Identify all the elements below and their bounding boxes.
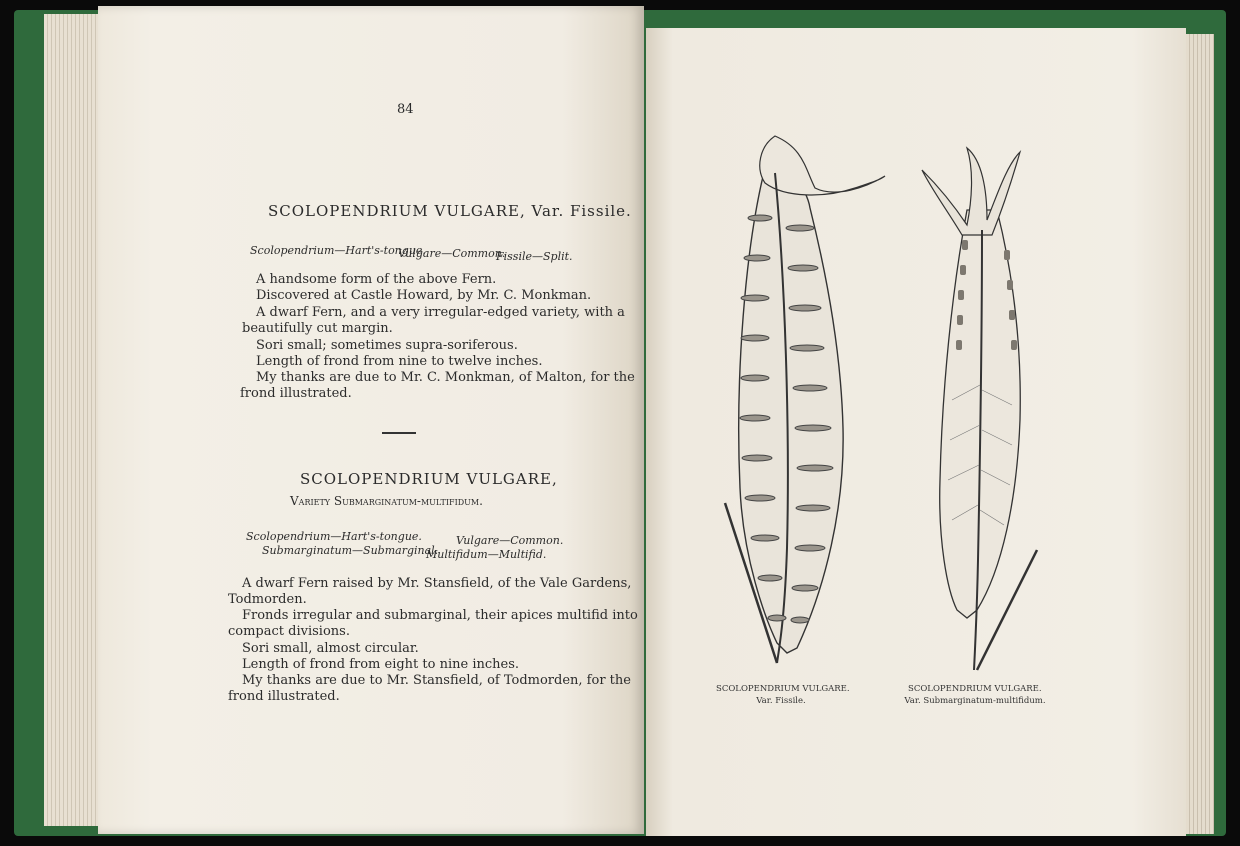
section2-etymology-1: Scolopendrium—Hart's-tongue. bbox=[246, 530, 422, 543]
section-divider bbox=[382, 432, 416, 434]
section1-para-7: My thanks are due to Mr. C. Monkman, of Malton, for the bbox=[256, 370, 635, 385]
section2-para-5: Sori small, almost circular. bbox=[242, 641, 419, 656]
section1-para-3: A dwarf Fern, and a very irregular-edged variety, with a bbox=[256, 305, 625, 320]
section2-para-1: A dwarf Fern raised by Mr. Stansfield, of the Vale Gardens, bbox=[242, 576, 632, 591]
section2-subtitle: Variety Submarginatum-multifidum. bbox=[290, 494, 483, 508]
plate-right-caption-variety: Var. Submarginatum-multifidum. bbox=[904, 696, 1046, 706]
plate-left-caption-variety: Var. Fissile. bbox=[756, 696, 806, 706]
section1-title: SCOLOPENDRIUM VULGARE, Var. Fissile. bbox=[268, 202, 632, 220]
page-number: 84 bbox=[397, 102, 414, 117]
section1-para-8: frond illustrated. bbox=[240, 386, 352, 401]
section2-para-6: Length of frond from eight to nine inches. bbox=[242, 657, 520, 672]
right-page-edges bbox=[1186, 34, 1214, 834]
section2-para-3: Fronds irregular and submarginal, their apices multifid into bbox=[242, 608, 638, 623]
section1-etymology-2: Vulgare—Common. bbox=[398, 247, 506, 260]
section1-para-2: Discovered at Castle Howard, by Mr. C. Monkman. bbox=[256, 288, 592, 303]
fern-illustration-fissile bbox=[715, 128, 895, 673]
plate-right-caption-title: SCOLOPENDRIUM VULGARE. bbox=[908, 684, 1042, 694]
section2-para-8: frond illustrated. bbox=[228, 689, 340, 704]
left-page bbox=[98, 6, 644, 834]
section2-etymology-3: Submarginatum—Submarginal. bbox=[262, 544, 439, 557]
section1-para-6: Length of frond from nine to twelve inches. bbox=[256, 354, 543, 369]
section1-para-4: beautifully cut margin. bbox=[242, 321, 393, 336]
section2-para-7: My thanks are due to Mr. Stansfield, of Todmorden, for the bbox=[242, 673, 631, 688]
section1-etymology-3: Fissile—Split. bbox=[496, 250, 573, 263]
section1-etymology-1: Scolopendrium—Hart's-tongue. bbox=[250, 244, 426, 257]
plate-left-caption-title: SCOLOPENDRIUM VULGARE. bbox=[716, 684, 850, 694]
section1-para-5: Sori small; sometimes supra-soriferous. bbox=[256, 338, 518, 353]
section2-etymology-4: Multifidum—Multifid. bbox=[426, 548, 547, 561]
section2-para-4: compact divisions. bbox=[228, 624, 350, 639]
section2-para-2: Todmorden. bbox=[228, 592, 307, 607]
fern-illustration-submarginatum bbox=[912, 140, 1042, 675]
section1-para-1: A handsome form of the above Fern. bbox=[256, 272, 497, 287]
section2-title: SCOLOPENDRIUM VULGARE, bbox=[300, 470, 558, 488]
section2-etymology-2: Vulgare—Common. bbox=[456, 534, 564, 547]
